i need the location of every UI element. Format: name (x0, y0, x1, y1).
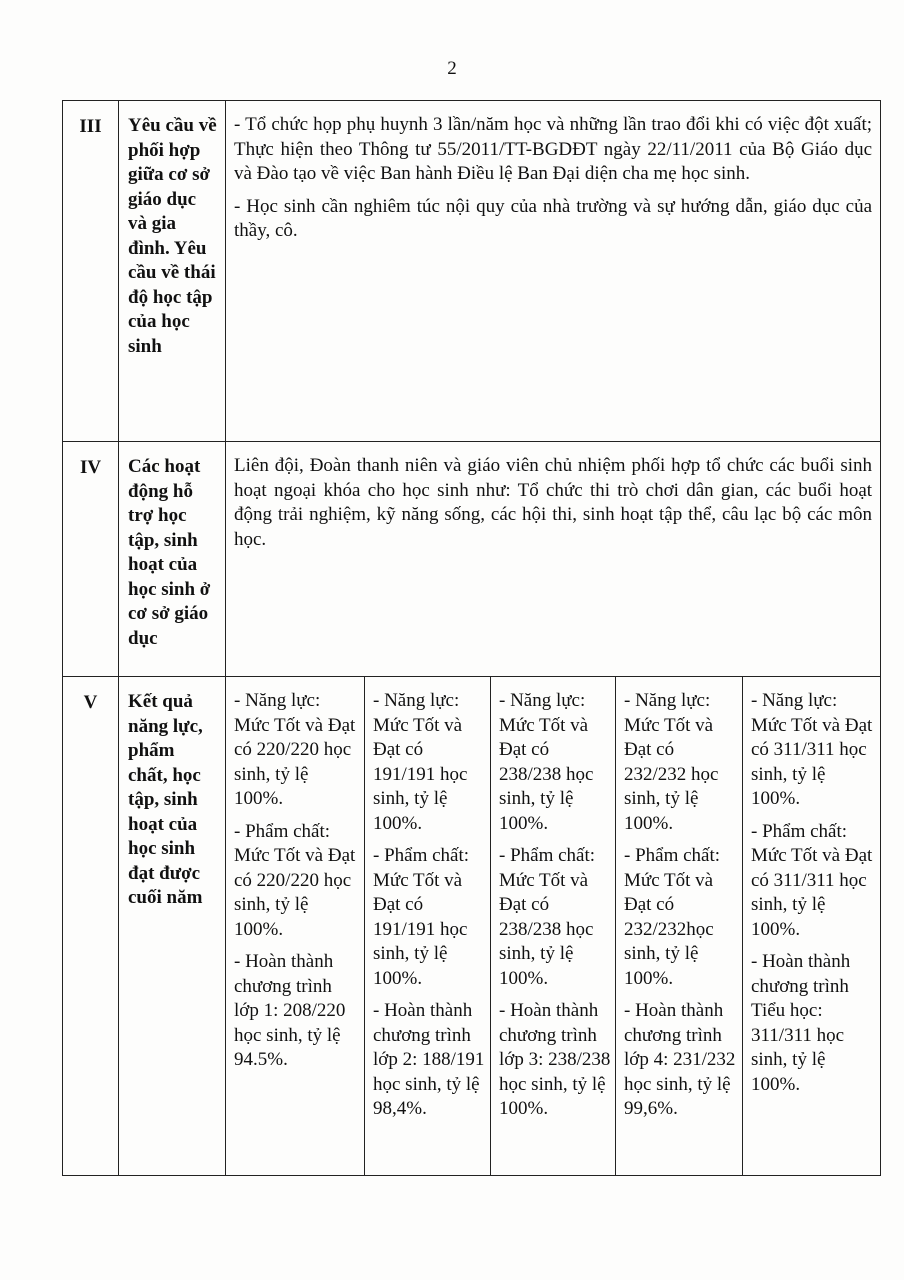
nang-luc-text: - Năng lực: Mức Tốt và Đạt có 238/238 học sinh, tỷ lệ 100%. (499, 690, 594, 834)
result-cell-grade-5 (743, 677, 881, 1176)
pham-chat-text: - Phẩm chất: Mức Tốt và Đạt có 191/191 học sinh, tỷ lệ 100%. (373, 845, 470, 989)
content-paragraph: - Học sinh cần nghiêm túc nội quy của nhà trường và sự hướng dẫn, giáo dục của thầy, cô. (234, 195, 873, 241)
result-cell-grade-4 (616, 677, 743, 1176)
nang-luc-text: - Năng lực: Mức Tốt và Đạt có 232/232 học sinh, tỷ lệ 100%. (624, 690, 719, 834)
row-heading-v (119, 677, 226, 1176)
table-row-v (63, 677, 881, 1176)
nang-luc-text: - Năng lực: Mức Tốt và Đạt có 220/220 học sinh, tỷ lệ 100%. (234, 690, 356, 809)
result-cell-grade-1 (226, 677, 365, 1176)
row-content-iv (226, 442, 881, 677)
row-heading-iii (119, 101, 226, 442)
row-heading-v-text: Kết quả năng lực, phẩm chất, học tập, sinh hoạt của học sinh đạt được cuối năm (128, 691, 203, 908)
row-number-iv: IV (63, 442, 119, 677)
report-table (62, 100, 881, 1176)
table-row-iii (63, 101, 881, 442)
nang-luc-text: - Năng lực: Mức Tốt và Đạt có 311/311 học sinh, tỷ lệ 100%. (751, 690, 873, 809)
hoan-thanh-text: - Hoàn thành chương trình lớp 4: 231/232 học sinh, tỷ lệ 99,6%. (624, 1000, 736, 1119)
page-number: 2 (447, 58, 457, 79)
table-row-iv (63, 442, 881, 677)
content-paragraph: Liên đội, Đoàn thanh niên và giáo viên chủ nhiệm phối hợp tổ chức các buổi sinh hoạt ngoại khóa cho học sinh như: Tổ chức thi trò chơi dân gian, các buổi hoạt động trải nghiệm, kỹ năng sống, các hội thi, sinh hoạt tập thể, câu lạc bộ các môn học. (234, 455, 873, 550)
result-cell-grade-3 (491, 677, 616, 1176)
hoan-thanh-text: - Hoàn thành chương trình Tiểu học: 311/311 học sinh, tỷ lệ 100%. (751, 951, 851, 1095)
pham-chat-text: - Phẩm chất: Mức Tốt và Đạt có 311/311 học sinh, tỷ lệ 100%. (751, 820, 873, 940)
row-number-v: V (63, 677, 119, 1176)
result-cell-grade-2 (365, 677, 491, 1176)
row-heading-iii-text: Yêu cầu về phối hợp giữa cơ sở giáo dục và gia đình. Yêu cầu về thái độ học tập của học sinh (128, 115, 217, 357)
hoan-thanh-text: - Hoàn thành chương trình lớp 1: 208/220 học sinh, tỷ lệ 94.5%. (234, 951, 346, 1070)
hoan-thanh-text: - Hoàn thành chương trình lớp 2: 188/191 học sinh, tỷ lệ 98,4%. (373, 1000, 485, 1119)
row-number-iii: III (63, 101, 119, 442)
pham-chat-text: - Phẩm chất: Mức Tốt và Đạt có 232/232học sinh, tỷ lệ 100%. (624, 845, 721, 989)
row-heading-iv (119, 442, 226, 677)
pham-chat-text: - Phẩm chất: Mức Tốt và Đạt có 238/238 học sinh, tỷ lệ 100%. (499, 845, 596, 989)
content-paragraph: - Tổ chức họp phụ huynh 3 lần/năm học và những lần trao đổi khi có việc đột xuất; Thực hiện theo Thông tư 55/2011/TT-BGDĐT ngày 22/11/2011 của Bộ Giáo dục và Đào tạo về việc Ban hành Điều lệ Ban Đại diện cha mẹ học sinh. (234, 114, 873, 184)
pham-chat-text: - Phẩm chất: Mức Tốt và Đạt có 220/220 học sinh, tỷ lệ 100%. (234, 820, 356, 940)
nang-luc-text: - Năng lực: Mức Tốt và Đạt có 191/191 học sinh, tỷ lệ 100%. (373, 690, 468, 834)
hoan-thanh-text: - Hoàn thành chương trình lớp 3: 238/238 học sinh, tỷ lệ 100%. (499, 1000, 611, 1119)
row-content-iii (226, 101, 881, 442)
row-heading-iv-text: Các hoạt động hỗ trợ học tập, sinh hoạt của học sinh ở cơ sở giáo dục (128, 456, 211, 649)
